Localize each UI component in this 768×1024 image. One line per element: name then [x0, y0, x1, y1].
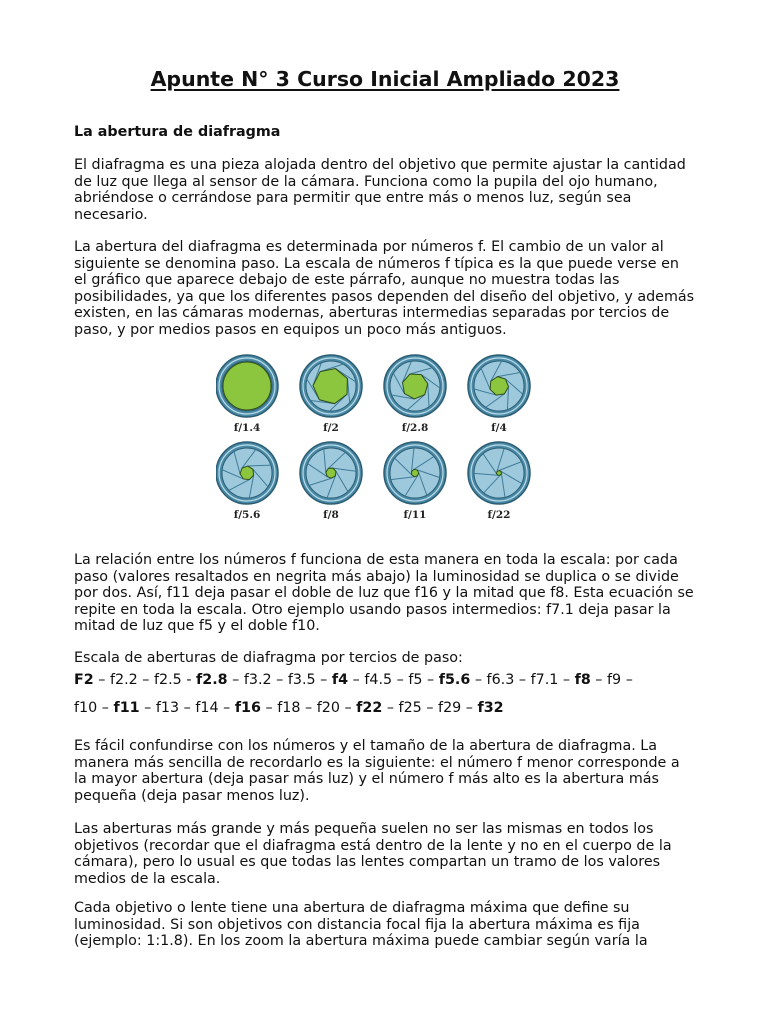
scale-separator: – [137, 672, 154, 688]
aperture-value: f5.6 [438, 672, 471, 688]
aperture-icon [468, 442, 530, 521]
scale-separator: – [392, 672, 409, 688]
aperture-icon [216, 355, 278, 434]
aperture-value: f7.1 [530, 672, 559, 688]
aperture-value: f22 [356, 700, 383, 716]
scale-separator: – [227, 672, 244, 688]
scale-separator: – [558, 672, 575, 688]
aperture-value: f3.5 [287, 672, 316, 688]
aperture-icon [384, 355, 446, 434]
scale-separator: – [315, 672, 332, 688]
aperture-icon [468, 355, 530, 434]
paragraph-7: Cada objetivo o lente tiene una abertura de diafragma máxima que define su luminosidad. Si son objetivos con distancia focal fija la abertura máxima es fija (ejemplo: 1:1.8). En los zoom la abertura máxima puede cambiar según varía la [74, 900, 648, 950]
aperture-value: F2 [74, 672, 94, 688]
aperture-label: f/5.6 [233, 509, 261, 521]
scale-separator: – [422, 672, 439, 688]
aperture-label: f/2.8 [401, 422, 429, 434]
aperture-label: f/8 [323, 509, 339, 521]
aperture-value: f6.3 [486, 672, 515, 688]
scale-separator: – [271, 672, 288, 688]
scale-separator: – [339, 700, 357, 716]
aperture-opening [326, 468, 336, 478]
aperture-value: f5 [408, 672, 423, 688]
scale-separator: – [300, 700, 317, 716]
aperture-icon [300, 355, 362, 434]
aperture-label: f/2 [323, 422, 339, 434]
scale-separator: – [421, 700, 439, 716]
page-title: Apunte N° 3 Curso Inicial Ampliado 2023 [150, 67, 620, 91]
paragraph-4: Escala de aberturas de diafragma por tercios de paso: [74, 650, 463, 666]
aperture-scale [74, 666, 696, 722]
scale-separator: – [179, 700, 196, 716]
aperture-value: f11 [113, 700, 140, 716]
aperture-value: f13 [155, 700, 180, 716]
scale-separator: – [348, 672, 365, 688]
scale-separator: – [93, 672, 110, 688]
scale-separator: – [590, 672, 608, 688]
aperture-value: f9 [607, 672, 622, 688]
scale-separator: – [470, 672, 487, 688]
scale-separator: – [139, 700, 156, 716]
paragraph-3: La relación entre los números f funciona de esta manera en toda la escala: por cada paso (valores resaltados en negrita más abajo) la luminosidad se duplica o se divide por dos. Así, f11 deja pasar el doble de luz que f16 y la mitad que f8. Esta ecuación se repite en toda la escala. Otro ejemplo usando pasos intermedios: f7.1 deja pasar la mitad de luz que f5 y el doble f10. [74, 552, 694, 635]
aperture-label: f/1.4 [233, 422, 261, 434]
aperture-value: f2.8 [196, 672, 228, 688]
scale-separator: – [514, 672, 531, 688]
aperture-value: f3.2 [243, 672, 272, 688]
aperture-opening [240, 466, 254, 480]
aperture-diagram [216, 353, 556, 533]
paragraph-1: El diafragma es una pieza alojada dentro del objetivo que permite ajustar la cantidad de luz que llega al sensor de la cámara. Funciona como la pupila del ojo humano, abriéndose o cerrándose para permitir que entre más o menos luz, según sea necesario. [74, 157, 686, 223]
aperture-diagram-svg [216, 353, 556, 533]
aperture-icon [384, 442, 446, 521]
aperture-value: f29 [438, 700, 462, 716]
aperture-value: f2.2 [109, 672, 138, 688]
aperture-value: f4.5 [364, 672, 393, 688]
aperture-icon [216, 442, 278, 521]
paragraph-6: Las aberturas más grande y más pequeña suelen no ser las mismas en todos los objetivos (recordar que el diafragma está dentro de la lente y no en el cuerpo de la cámara), pero lo usual es que todas las lentes compartan un tramo de los valores medios de la escala. [74, 821, 672, 887]
scale-separator: – [97, 700, 114, 716]
scale-separator: – [218, 700, 235, 716]
aperture-value: f25 [398, 700, 422, 716]
aperture-icon [300, 442, 362, 521]
aperture-opening [497, 471, 502, 476]
aperture-label: f/4 [491, 422, 507, 434]
scale-separator: – [461, 700, 478, 716]
section-heading: La abertura de diafragma [74, 124, 281, 140]
aperture-label: f/11 [403, 509, 427, 521]
aperture-value: f2.5 [154, 672, 182, 688]
scale-separator: – [260, 700, 278, 716]
scale-separator: – [382, 700, 399, 716]
scale-separator: – [621, 672, 633, 688]
paragraph-5: Es fácil confundirse con los números y el tamaño de la abertura de diafragma. La manera más sencilla de recordarlo es la siguiente: el número f menor corresponde a la mayor abertura (deja pasar más luz) y el número f más alto es la abertura más pequeña (deja pasar menos luz). [74, 738, 680, 804]
aperture-value: f4 [331, 672, 349, 688]
aperture-value: f14 [195, 700, 219, 716]
aperture-value: f16 [234, 700, 261, 716]
aperture-value: f20 [316, 700, 340, 716]
aperture-value: f18 [277, 700, 301, 716]
aperture-opening [412, 469, 419, 476]
paragraph-2: La abertura del diafragma es determinada por números f. El cambio de un valor al siguiente se denomina paso. La escala de números f típica es la que puede verse en el gráfico que aparece debajo de este párrafo, aunque no muestra todas las posibilidades, ya que los diferentes pasos dependen del diseño del objetivo, y además existen, en las cámaras modernas, aberturas intermedias separadas por tercios de paso, y por medios pasos en equipos un poco más antiguos. [74, 239, 695, 338]
aperture-opening [490, 377, 508, 395]
aperture-value: f32 [477, 700, 504, 716]
aperture-label: f/22 [487, 509, 511, 521]
aperture-opening [223, 362, 271, 410]
scale-separator: - [181, 672, 197, 688]
aperture-value: f8 [574, 672, 591, 688]
aperture-value: f10 [74, 700, 98, 716]
